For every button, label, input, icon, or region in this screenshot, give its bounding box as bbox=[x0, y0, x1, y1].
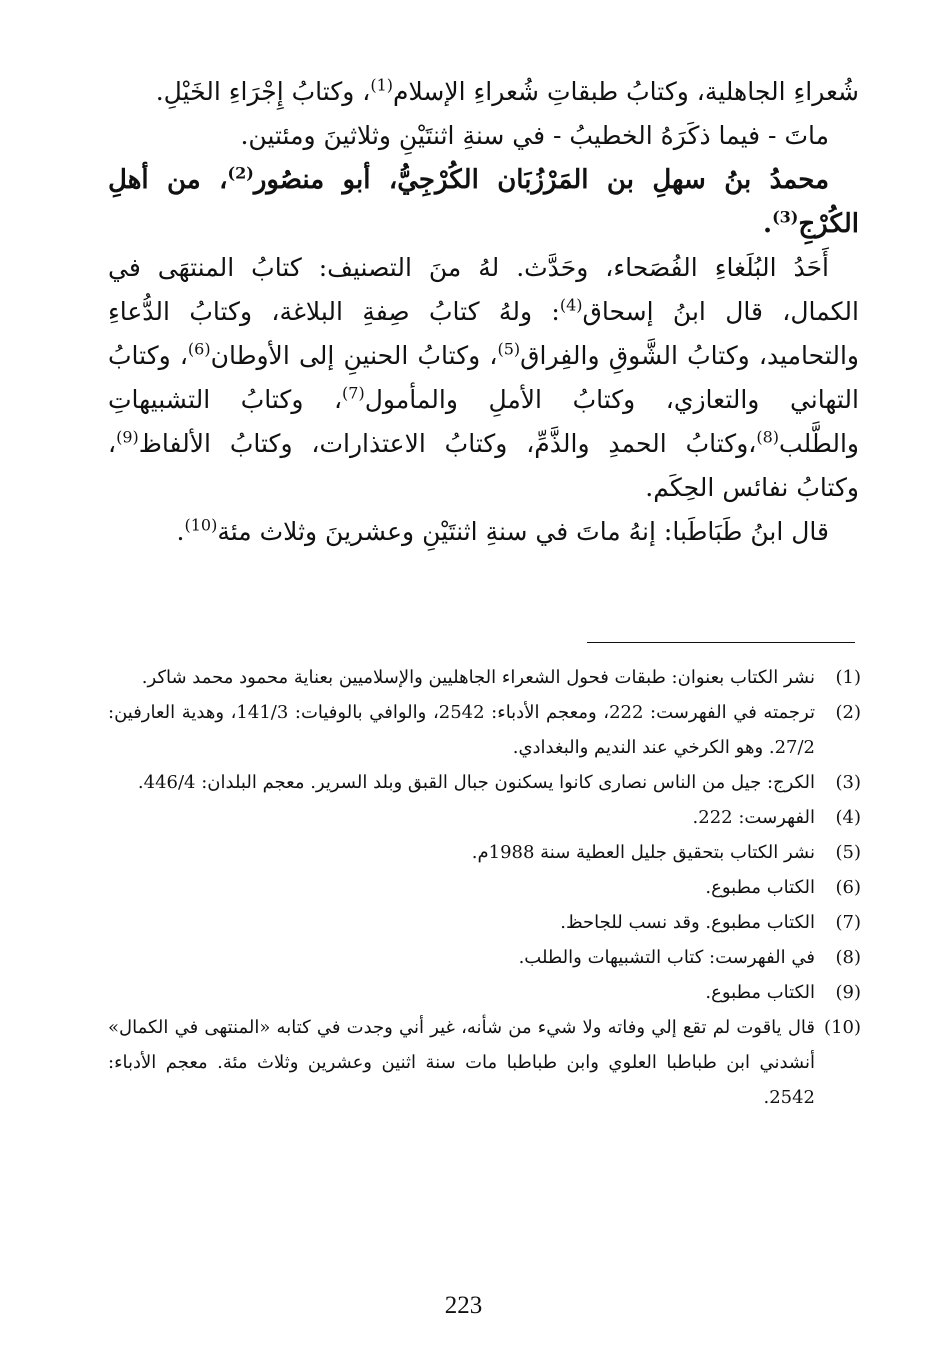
paragraph-4-part-f: ،وكتابُ الحمدِ والذَّمِّ، وكتابُ الاعتذارات، وكتابُ الألفاظ bbox=[138, 429, 757, 458]
footnote-number: (8) bbox=[835, 947, 861, 968]
footnote-ref-2: (2) bbox=[227, 163, 254, 183]
footnote-ref-7: (7) bbox=[342, 383, 365, 403]
paragraph-1-tail: ، وكتابُ إِجْرَاءِ الخَيْلِ. bbox=[155, 77, 371, 106]
footnote-7 bbox=[108, 905, 861, 940]
paragraph-1-text: شُعراءِ الجاهلية، وكتابُ طبقاتِ شُعراءِ الإسلام bbox=[393, 77, 859, 106]
entry-heading-origin: ، من أهلِ الكُرْجِ bbox=[108, 165, 859, 239]
footnote-text: الكتاب مطبوع. bbox=[705, 982, 815, 1003]
paragraph-5-end: . bbox=[176, 517, 185, 546]
paragraph-4 bbox=[108, 246, 859, 510]
footnote-ref-5: (5) bbox=[497, 339, 521, 359]
footnote-5 bbox=[108, 835, 861, 870]
footnote-ref-6: (6) bbox=[187, 339, 211, 359]
footnotes bbox=[108, 660, 861, 1115]
footnote-text: الكتاب مطبوع. وقد نسب للجاحظ. bbox=[560, 912, 815, 933]
paragraph-4-part-d: ، وكتابُ التهاني والتعازي، وكتابُ الأملِ والمأمول bbox=[108, 341, 859, 414]
footnote-ref-3: (3) bbox=[772, 207, 799, 227]
footnote-text: نشر الكتاب بعنوان: طبقات فحول الشعراء الجاهليين والإسلاميين بعناية محمود محمد شاكر. bbox=[141, 667, 815, 688]
footnote-text: قال ياقوت لم تقع إلي وفاته ولا شيء من شأنه، غير أني وجدت في كتابه «المنتهى في الكمال» أنشدني ابن طباطبا العلوي وابن طباطبا مات سنة اثنين وعشرين وثلاث مئة. معجم الأدباء: 2542. bbox=[108, 1017, 815, 1108]
footnote-ref-10: (10) bbox=[184, 515, 218, 535]
footnote-ref-8: (8) bbox=[756, 427, 780, 447]
footnote-4 bbox=[108, 800, 861, 835]
entry-heading-name: محمدُ بنُ سهلِ بن المَرْزُبَان الكُرْجِيُّ، أبو منصُور bbox=[253, 165, 830, 195]
paragraph-5-text: قال ابنُ طَبَاطَبا: إنهُ ماتَ في سنةِ اثنتَيْنِ وعشرينَ وثلاث مئة bbox=[217, 517, 829, 546]
footnote-ref-9: (9) bbox=[116, 427, 139, 447]
footnote-text: الكرج: جيل من الناس نصارى كانوا يسكنون جبال القبق وبلد السرير. معجم البلدان: 446/4. bbox=[137, 772, 815, 793]
footnote-text: في الفهرست: كتاب التشبيهات والطلب. bbox=[518, 947, 815, 968]
footnote-number: (5) bbox=[835, 842, 861, 863]
paragraph-4-part-e: ، وكتابُ التشبيهاتِ والطَّلب bbox=[108, 385, 859, 458]
paragraph-4-part-a: أَحَدُ البُلَغاءِ الفُصَحاء، وحَدَّث. لهُ منَ التصنيف: كتابُ المنتهَى في الكمال، قال ابنُ إسحاق bbox=[108, 253, 859, 326]
footnote-1 bbox=[108, 660, 861, 695]
footnote-8 bbox=[108, 940, 861, 975]
page-number: 223 bbox=[444, 1292, 483, 1319]
footnote-number: (4) bbox=[835, 807, 861, 828]
footnote-text: الكتاب مطبوع. bbox=[705, 877, 815, 898]
footnote-text: نشر الكتاب بتحقيق جليل العطية سنة 1988م. bbox=[471, 842, 815, 863]
footnote-2 bbox=[108, 695, 861, 765]
footnote-number: (3) bbox=[835, 772, 861, 793]
footnote-number: (6) bbox=[835, 877, 861, 898]
footnote-9 bbox=[108, 975, 861, 1010]
footnote-number: (10) bbox=[824, 1017, 861, 1038]
entry-heading bbox=[108, 158, 859, 246]
footnote-number: (9) bbox=[835, 982, 861, 1003]
entry-heading-end: . bbox=[763, 209, 773, 239]
paragraph-1 bbox=[108, 70, 859, 114]
footnote-3 bbox=[108, 765, 861, 800]
footnote-ref-1: (1) bbox=[370, 75, 393, 95]
footnote-10 bbox=[108, 1010, 861, 1115]
paragraph-4-part-c: ، وكتابُ الحنينِ إلى الأوطان bbox=[210, 341, 498, 370]
footnote-text: الفهرست: 222. bbox=[692, 807, 815, 828]
footnote-separator bbox=[587, 642, 855, 643]
footnote-6 bbox=[108, 870, 861, 905]
paragraph-5 bbox=[108, 510, 859, 554]
paragraph-2: ماتَ - فيما ذكَرَهُ الخطيبُ - في سنةِ اثنتَيْنِ وثلاثينَ ومئتين. bbox=[240, 121, 829, 150]
footnote-number: (1) bbox=[835, 667, 861, 688]
paragraph-4-part-b: : ولهُ كتابُ صِفةِ البلاغة، وكتابُ الدُّعاءِ والتحاميد، وكتابُ الشَّوقِ والفِراق bbox=[108, 297, 859, 370]
footnote-ref-4: (4) bbox=[559, 295, 583, 315]
main-text bbox=[108, 70, 859, 554]
paragraph-4-part-g: ، وكتابُ نفائس الحِكَم. bbox=[108, 429, 859, 502]
footnote-number: (7) bbox=[835, 912, 861, 933]
footnote-text: ترجمته في الفهرست: 222، ومعجم الأدباء: 2542، والوافي بالوفيات: 141/3، وهدية العارفين: 27/2. وهو الكرخي عند النديم والبغدادي. bbox=[108, 702, 815, 758]
footnote-number: (2) bbox=[835, 702, 861, 723]
